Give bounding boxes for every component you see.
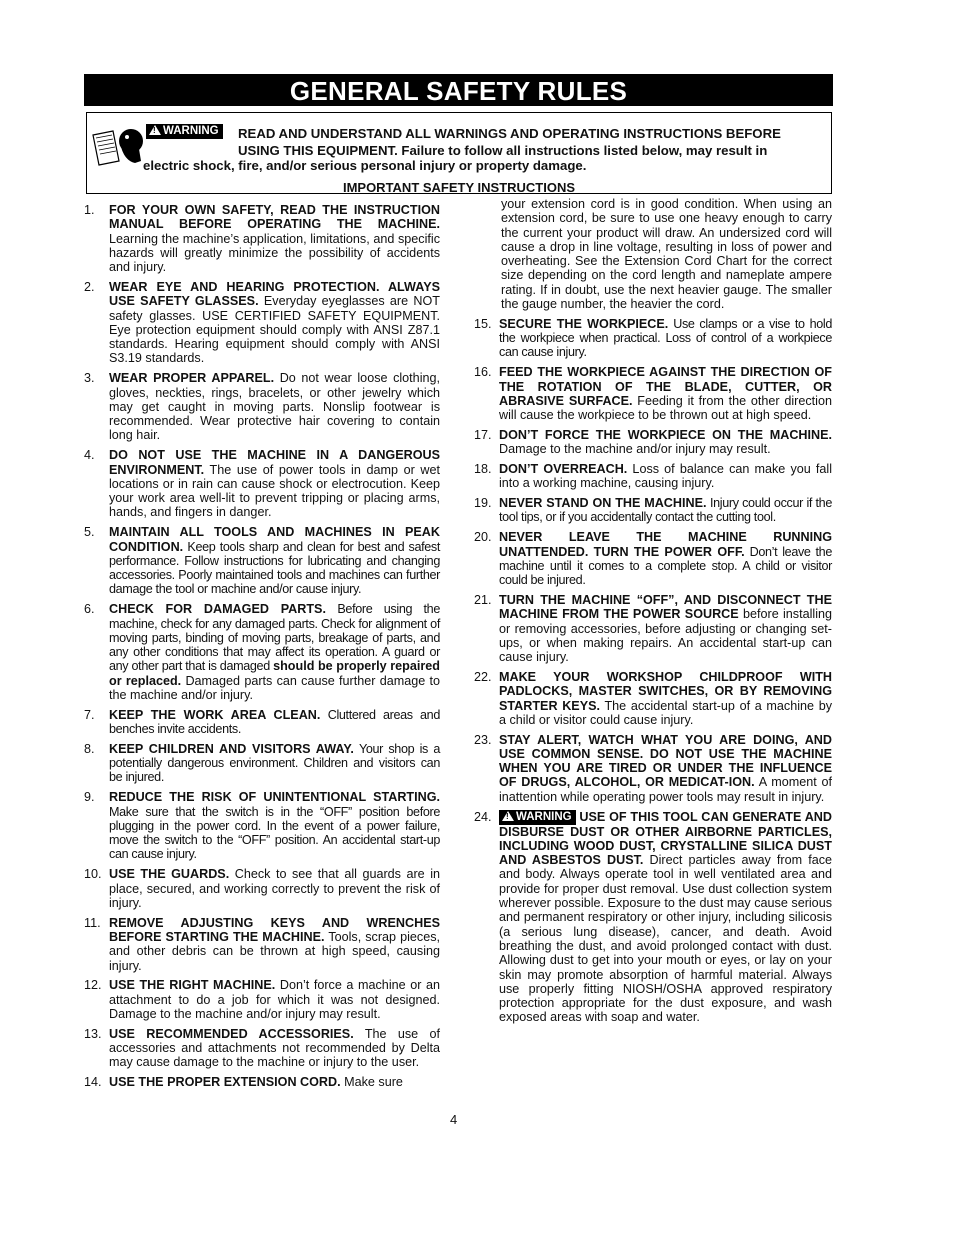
rule-body: before installing or removing accessories, before adjusting or changing set-ups, or when making repairs. An accidental start-up can cause injury. <box>499 607 832 665</box>
rule-heading: TURN THE MACHINE “OFF”, AND DISCONNECT THE MACHINE FROM THE POWER SOURCE <box>499 592 832 622</box>
rule-body: The accidental start-up of a machine by a child or visitor could cause injury. <box>499 698 833 727</box>
rule-number: 15. <box>474 316 492 331</box>
rule-body: Loss of balance can make you fall into a working machine, causing injury. <box>499 462 832 491</box>
rule-heading: KEEP CHILDREN AND VISITORS AWAY. <box>109 741 354 756</box>
rule-number: 9. <box>84 790 95 805</box>
left-column <box>84 203 440 1095</box>
rule-number: 10. <box>84 867 102 882</box>
rule-heading: NEVER LEAVE THE MACHINE RUNNING UNATTENDED. TURN THE POWER OFF. <box>499 530 832 559</box>
rule-item <box>474 810 832 1025</box>
rule-heading: REMOVE ADJUSTING KEYS AND WRENCHES BEFORE STARTING THE MACHINE. <box>109 915 440 944</box>
rule-body: Feeding it from the other direction will cause the workpiece to be thrown out at high speed. <box>499 393 832 423</box>
alert-triangle-icon: ! <box>149 125 161 135</box>
page-number: 4 <box>450 1112 458 1127</box>
rule-heading: DO NOT USE THE MACHINE IN A DANGEROUS ENVIRONMENT. <box>109 448 440 477</box>
rule-item <box>84 978 440 1021</box>
rule-number: 17. <box>474 427 492 442</box>
rule-heading: USE THE PROPER EXTENSION CORD. <box>109 1075 341 1090</box>
warning-badge <box>499 810 576 825</box>
rule-body: Use clamps or a vise to hold the workpiece when practical. Loss of control of a workpiece can cause injury. <box>499 316 832 360</box>
rule-heading: SECURE THE WORKPIECE. <box>499 316 669 331</box>
rule-body: Injury could occur if the tool tips, or if you accidentally contact the cutting tool. <box>499 496 832 525</box>
rule-item <box>84 708 440 737</box>
rule-number: 8. <box>84 741 95 756</box>
rule-item <box>474 733 832 804</box>
rule-item <box>84 742 440 785</box>
rule-number: 6. <box>84 602 95 617</box>
rule-body: Make sure <box>340 1075 403 1090</box>
rule-item <box>84 867 440 910</box>
rule-body: Keep tools sharp and clean for best and safest performance. Follow instructions for lubricating and changing accessories. Poorly maintained tools and machines can further damage the tool or machine and/or cause injury. <box>109 539 440 597</box>
rule-body: Before using the machine, check for any damaged parts. Check for alignment of moving parts, binding of moving parts, breakage of parts, and any other conditions that may affect its operation. A guard or any other part that is damaged <box>109 602 440 674</box>
rule-number: 4. <box>84 448 95 463</box>
rule-body: Make sure that the switch is in the “OFF” position before plugging in the power cord. In the event of a power failure, move the switch to the “OFF” position. An accidental start-up can cause injury. <box>109 804 440 862</box>
rule-body: Tools, scrap pieces, and other debris can be thrown at high speed, causing injury. <box>109 929 440 973</box>
rule-number: 11. <box>84 915 101 930</box>
rule-heading: DON’T OVERREACH. <box>499 462 628 477</box>
rule-item <box>474 317 832 360</box>
rule-item <box>474 530 832 587</box>
rule-body: your extension cord is in good condition. When using an extension cord, be sure to use one heavy enough to carry the current your product will draw. An undersized cord will cause a drop in line voltage, resulting in loss of power and overheating. See the Extension Cord Chart for the correct size depending on the cord length and nameplate ampere rating. If in doubt, use the next heavier gauge. The smaller the gauge number, the heavier the cord. <box>501 197 832 312</box>
rule-number: 24. <box>474 809 492 824</box>
rule-item <box>84 203 440 274</box>
warning-box <box>86 112 832 194</box>
rule-item <box>474 496 832 525</box>
rule-number: 18. <box>474 462 492 477</box>
rule-heading: MAINTAIN ALL TOOLS AND MACHINES IN PEAK CONDITION. <box>109 525 440 554</box>
rule-number: 2. <box>84 279 95 294</box>
rule-item <box>474 593 832 664</box>
rule-body: Don’t leave the machine until it comes to a complete stop. A child or visitor could be injured. <box>499 544 832 588</box>
rule-heading: NEVER STAND ON THE MACHINE. <box>499 496 707 511</box>
rule-item <box>474 428 832 457</box>
rule-item <box>84 1027 440 1070</box>
rule-heading: MAKE YOUR WORKSHOP CHILDPROOF WITH PADLOCKS, MASTER SWITCHES, OR BY REMOVING STARTER KEYS. <box>499 669 832 713</box>
rule-number: 3. <box>84 371 95 386</box>
rule-body: The use of accessories and attachments not recommended by Delta may cause damage to the machine or injury to the user. <box>109 1026 440 1070</box>
rule-number: 14. <box>84 1075 102 1090</box>
rule-number: 19. <box>474 496 492 511</box>
rule-item <box>84 916 440 973</box>
rule-body: Direct particles away from face and body. Always operate tool in well ventilated area and provide for proper dust removal. Use dust collection system wherever possible. Exposure to the dust may cause serious and permanent respiratory or other injury, including silicosis (a serious lung disease), cancer, and death. Avoid breathing the dust, and avoid prolonged contact with dust. Allowing dust to get into your mouth or eyes, or lay on your skin may promote absorption of harmful material. Always use properly fitting NIOSH/OSHA approved respiratory protection appropriate for the dust exposure, and wash exposed areas with soap and water. <box>499 853 833 1025</box>
rule-heading: WEAR PROPER APPAREL. <box>109 371 275 386</box>
important-safety-title: IMPORTANT SAFETY INSTRUCTIONS <box>342 180 576 195</box>
rule-body: A moment of inattention while operating power tools may result in injury. <box>499 775 832 804</box>
rule-heading: USE OF THIS TOOL CAN GENERATE AND DISBURSE DUST OR OTHER AIRBORNE PARTICLES, INCLUDING WOOD DUST, CRYSTALLINE SILICA DUST AND ASBESTOS DUST. <box>499 809 832 868</box>
warning-badge <box>146 124 223 139</box>
rule-number: 16. <box>474 365 492 380</box>
rule-item <box>84 602 440 702</box>
rule-body: Learning the machine’s application, limitations, and specific hazards will greatly minimize the possibility of accidents and injury. <box>109 231 440 275</box>
rule-item <box>84 371 440 442</box>
rule-body: Damaged parts can cause further damage to the machine and/or injury. <box>109 673 440 702</box>
rule-number: 22. <box>474 669 492 684</box>
rule-body: Everyday eyeglasses are NOT safety glasses. USE CERTIFIED SAFETY EQUIPMENT. Eye protection equipment should comply with ANSI Z87.1 standards. Hearing equipment should comply with ANSI S3.19 standards. <box>109 294 440 366</box>
rule-item <box>84 790 440 861</box>
rule-body: Cluttered areas and benches invite accidents. <box>109 707 440 737</box>
rule-heading: FEED THE WORKPIECE AGAINST THE DIRECTION OF THE ROTATION OF THE BLADE, CUTTER, OR ABRASIVE SURFACE. <box>499 365 832 408</box>
rule-item <box>474 670 832 727</box>
rule-item <box>84 525 440 596</box>
right-column <box>474 197 832 1030</box>
rule-heading: USE THE GUARDS. <box>109 867 230 882</box>
warning-line: USING THIS EQUIPMENT. Failure to follow all instructions listed below, may result in <box>238 143 768 158</box>
rule-number: 5. <box>84 525 95 540</box>
rule-body: The use of power tools in damp or wet locations or in rain can cause shock or electrocution. Keep your work area well-lit to prevent tripping or placing arms, hands, and fingers in danger. <box>109 462 440 520</box>
rule-item <box>84 280 440 366</box>
rule-body: Don’t force a machine or an attachment to do a job for which it was not designed. Damage to the machine and/or injury may result. <box>109 978 440 1021</box>
warning-line: READ AND UNDERSTAND ALL WARNINGS AND OPERATING INSTRUCTIONS BEFORE <box>238 126 781 141</box>
rule-item <box>474 365 832 422</box>
rule-number: 21. <box>474 592 492 607</box>
rule-number: 20. <box>474 530 492 545</box>
rule-item <box>84 448 440 519</box>
rule-heading: CHECK FOR DAMAGED PARTS. <box>109 602 326 617</box>
rule-heading: FOR YOUR OWN SAFETY, READ THE INSTRUCTION MANUAL BEFORE OPERATING THE MACHINE. <box>109 203 440 232</box>
rule-number: 13. <box>84 1026 102 1041</box>
rule-emphasis: should be properly repaired or replaced. <box>109 659 440 688</box>
rule-number: 23. <box>474 732 492 747</box>
alert-triangle-icon: ! <box>502 811 514 821</box>
rule-heading: DON’T FORCE THE WORKPIECE ON THE MACHINE. <box>499 427 832 442</box>
rule-heading: WEAR EYE AND HEARING PROTECTION. ALWAYS USE SAFETY GLASSES. <box>109 279 440 309</box>
warning-badge-label: WARNING <box>163 125 219 137</box>
rule-heading: USE RECOMMENDED ACCESSORIES. <box>109 1026 354 1041</box>
rule-item <box>84 1075 440 1089</box>
rule-body: Damage to the machine and/or injury may result. <box>499 442 771 457</box>
rule-body: Check to see that all guards are in place, secured, and working correctly to prevent the risk of injury. <box>109 867 440 910</box>
rule-item <box>474 462 832 491</box>
rule-continuation <box>474 197 832 311</box>
rule-heading: KEEP THE WORK AREA CLEAN. <box>109 707 321 722</box>
rule-body: Do not wear loose clothing, gloves, neckties, rings, bracelets, or other jewelry which may get caught in moving parts. Nonslip footwear is recommended. Wear protective hair covering to contain long hair. <box>109 371 440 443</box>
manual-book-icon <box>91 121 143 167</box>
rule-heading: REDUCE THE RISK OF UNINTENTIONAL STARTING. <box>109 790 440 805</box>
rule-number: 1. <box>84 203 95 217</box>
rule-body: Your shop is a potentially dangerous environment. Children and visitors can be injured. <box>109 741 440 785</box>
rule-heading: STAY ALERT, WATCH WHAT YOU ARE DOING, AND USE COMMON SENSE. DO NOT USE THE MACHINE WHEN YOU ARE TIRED OR UNDER THE INFLUENCE OF DRUGS, ALCOHOL, OR MEDICAT-ION. <box>499 732 832 790</box>
warning-line: electric shock, fire, and/or serious personal injury or property damage. <box>143 158 587 173</box>
warning-badge-label: WARNING <box>516 810 572 823</box>
page-title: GENERAL SAFETY RULES <box>84 74 833 106</box>
rule-heading: USE THE RIGHT MACHINE. <box>109 978 276 993</box>
rule-number: 7. <box>84 707 95 722</box>
rule-number: 12. <box>84 978 102 993</box>
